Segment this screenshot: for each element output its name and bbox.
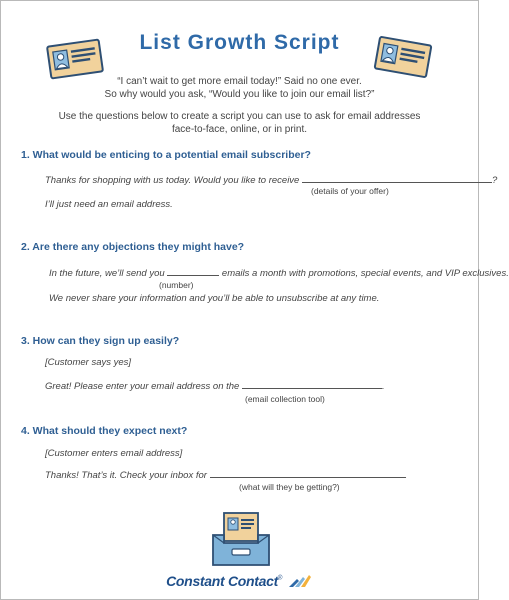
registered-mark: ® bbox=[278, 575, 283, 582]
instructions-line: face-to-face, online, or in print. bbox=[171, 124, 308, 135]
script-text: ? bbox=[491, 175, 498, 186]
instructions-text bbox=[1, 110, 478, 136]
intro-line: “I can’t wait to get more email today!” Said no one ever. bbox=[117, 76, 362, 87]
question-heading: 3. How can they sign up easily? bbox=[21, 335, 180, 347]
script-line: [Customer enters email address] bbox=[45, 448, 183, 459]
constant-contact-logo bbox=[1, 573, 478, 591]
instructions-line: Use the questions below to create a script you can use to ask for email addresses bbox=[58, 111, 421, 122]
script-text: Thanks! That’s it. Check your inbox for bbox=[45, 470, 210, 481]
fill-in-blank[interactable] bbox=[302, 173, 492, 183]
script-line: I’ll just need an email address. bbox=[45, 199, 173, 210]
script-text: . bbox=[381, 381, 385, 392]
script-line bbox=[45, 173, 497, 186]
script-text: Great! Please enter your email address on the bbox=[45, 381, 242, 392]
page-title: List Growth Script bbox=[139, 31, 340, 54]
blank-hint: (details of your offer) bbox=[311, 186, 389, 196]
blank-hint: (number) bbox=[159, 280, 194, 290]
fill-in-blank[interactable] bbox=[210, 468, 405, 478]
intro-text bbox=[1, 75, 478, 101]
inbox-tray-icon bbox=[210, 511, 272, 569]
script-text: . bbox=[404, 470, 408, 481]
fill-in-blank[interactable] bbox=[167, 266, 219, 276]
script-text: emails a month with promotions, special events, and VIP exclusives. bbox=[219, 268, 509, 279]
intro-line: So why would you ask, “Would you like to join our email list?” bbox=[104, 89, 375, 100]
question-heading: 1. What would be enticing to a potential email subscriber? bbox=[21, 149, 311, 161]
script-line: We never share your information and you’ll be able to unsubscribe at any time. bbox=[49, 293, 380, 304]
logo-wordmark: Constant Contact bbox=[166, 573, 278, 589]
question-heading: 2. Are there any objections they might have? bbox=[21, 241, 245, 253]
script-text: Thanks for shopping with us today. Would you like to receive bbox=[45, 175, 302, 186]
logo-swoosh-icon bbox=[287, 573, 313, 589]
script-line bbox=[45, 379, 385, 392]
script-text: In the future, we’ll send you bbox=[49, 268, 168, 279]
script-line: [Customer says yes] bbox=[45, 357, 132, 368]
fill-in-blank[interactable] bbox=[242, 379, 382, 389]
script-line bbox=[49, 266, 509, 279]
blank-hint: (what will they be getting?) bbox=[239, 482, 340, 492]
blank-hint: (email collection tool) bbox=[245, 394, 325, 404]
script-line bbox=[45, 468, 407, 481]
question-heading: 4. What should they expect next? bbox=[21, 425, 188, 437]
